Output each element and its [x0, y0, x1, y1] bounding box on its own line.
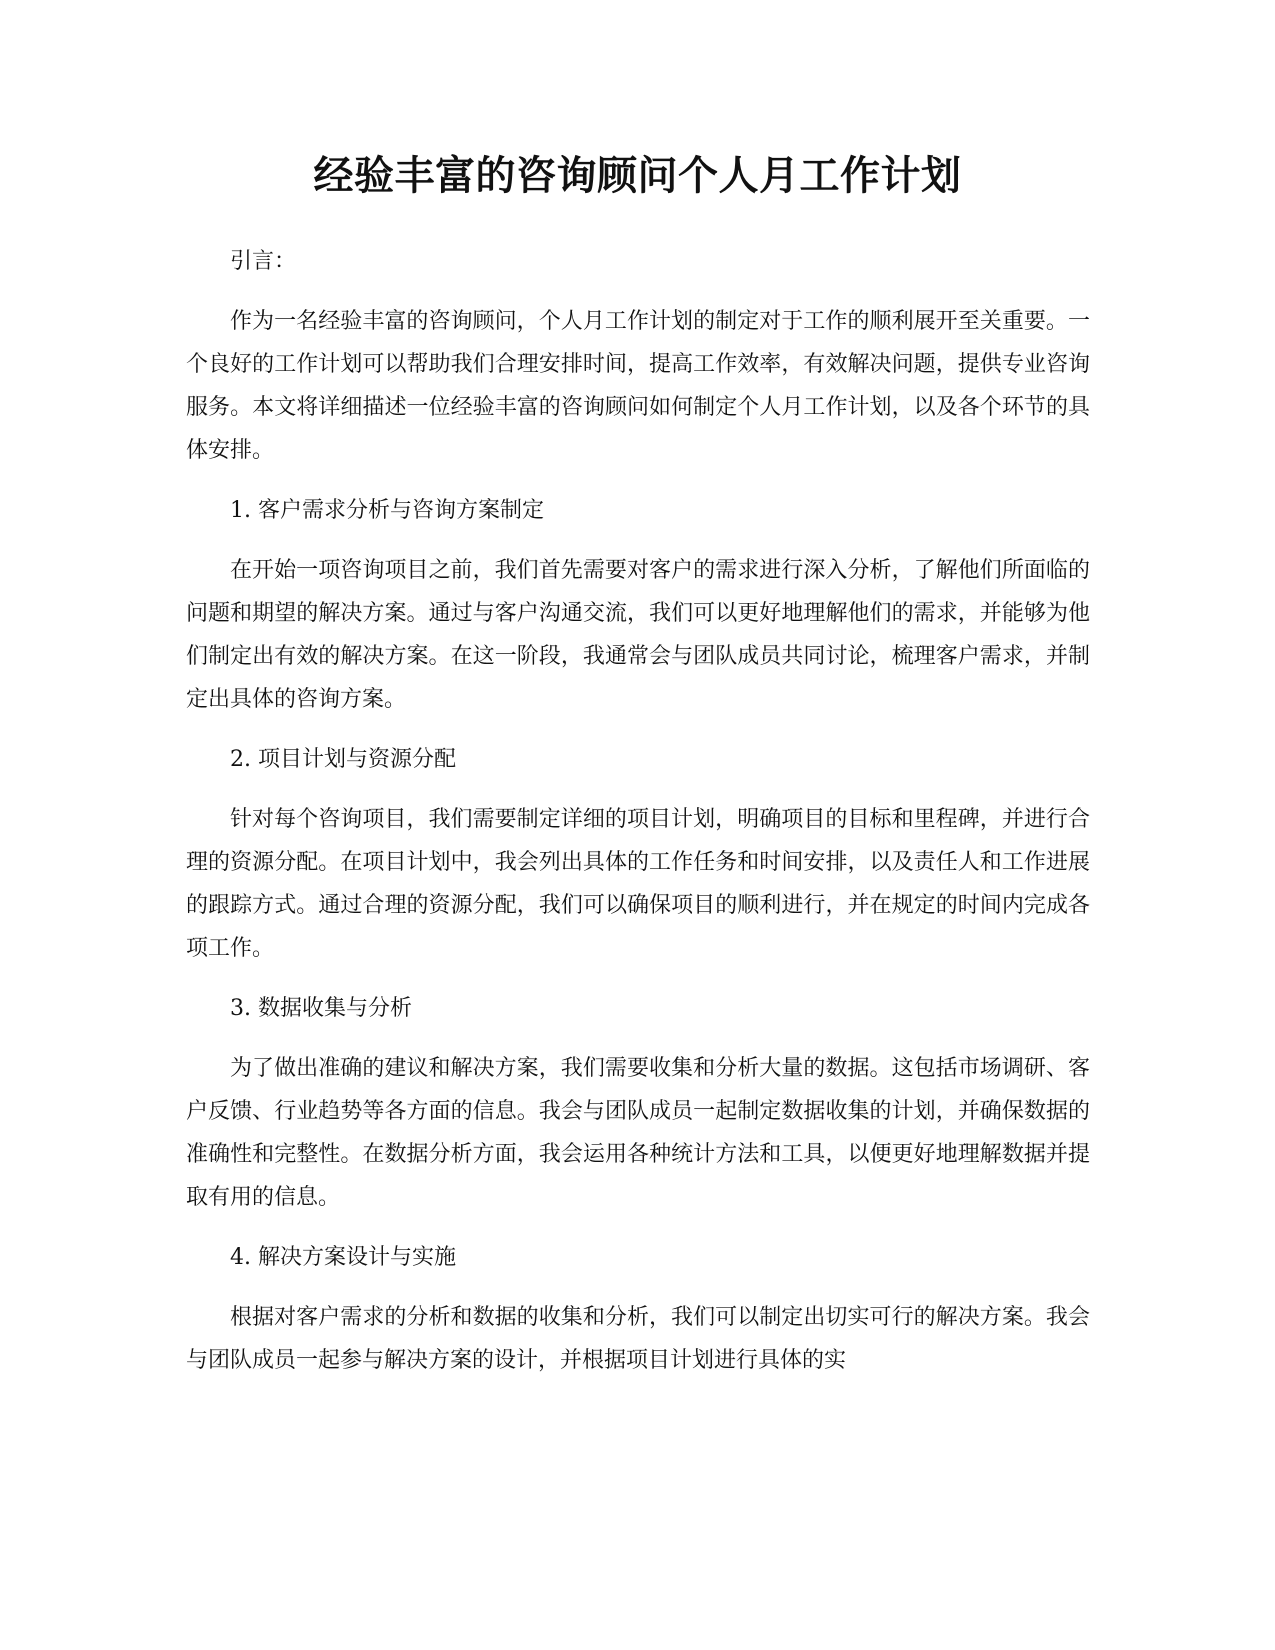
- document-title: 经验丰富的咨询顾问个人月工作计划: [313, 153, 962, 199]
- document-body: [186, 240, 1090, 1399]
- section-paragraph-2: 针对每个咨询项目，我们需要制定详细的项目计划，明确项目的目标和里程碑，并进行合理的资源分配。在项目计划中，我会列出具体的工作任务和时间安排，以及责任人和工作进展的跟踪方式。通过合理的资源分配，我们可以确保项目的顺利进行，并在规定的时间内完成各项工作。: [186, 807, 1090, 961]
- section-paragraph-4: 根据对客户需求的分析和数据的收集和分析，我们可以制定出切实可行的解决方案。我会与团队成员一起参与解决方案的设计，并根据项目计划进行具体的实: [186, 1305, 1090, 1373]
- section-heading-4: 4. 解决方案设计与实施: [230, 1245, 456, 1270]
- section-paragraph-3: 为了做出准确的建议和解决方案，我们需要收集和分析大量的数据。这包括市场调研、客户反馈、行业趋势等各方面的信息。我会与团队成员一起制定数据收集的计划，并确保数据的准确性和完整性。在数据分析方面，我会运用各种统计方法和工具，以便更好地理解数据并提取有用的信息。: [186, 1056, 1090, 1210]
- intro-label: 引言：: [230, 249, 297, 274]
- section-heading-2: 2. 项目计划与资源分配: [230, 747, 456, 772]
- section-heading-1: 1. 客户需求分析与咨询方案制定: [230, 498, 544, 523]
- section-heading-3: 3. 数据收集与分析: [230, 996, 412, 1021]
- intro-paragraph: 作为一名经验丰富的咨询顾问，个人月工作计划的制定对于工作的顺利展开至关重要。一个良好的工作计划可以帮助我们合理安排时间，提高工作效率，有效解决问题，提供专业咨询服务。本文将详细描述一位经验丰富的咨询顾问如何制定个人月工作计划，以及各个环节的具体安排。: [186, 309, 1090, 463]
- section-paragraph-1: 在开始一项咨询项目之前，我们首先需要对客户的需求进行深入分析，了解他们所面临的问题和期望的解决方案。通过与客户沟通交流，我们可以更好地理解他们的需求，并能够为他们制定出有效的解决方案。在这一阶段，我通常会与团队成员共同讨论，梳理客户需求，并制定出具体的咨询方案。: [186, 558, 1090, 712]
